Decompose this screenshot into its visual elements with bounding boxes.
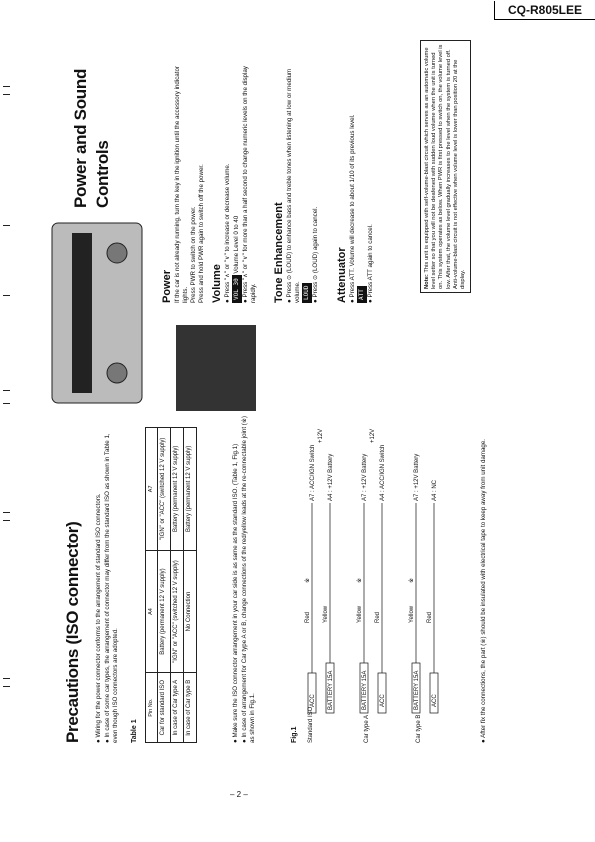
fuse-label: BATTERY 15A — [414, 670, 420, 710]
fuse-box — [430, 673, 438, 713]
voltage-label: +12V — [370, 428, 376, 443]
binding-mark — [3, 94, 10, 95]
power-section — [160, 63, 207, 303]
bullet: ● In case of arrangement for Car type A or B, change connections of the red/yellow leads at the re-connectable joint (※) as shown in Fig.1. — [241, 415, 257, 743]
bullet: ● Make sure the ISO connector arrangement in your car side is as same as the standard ISO. (Table 1, Fig.1) — [232, 443, 239, 743]
table-cell: Battery (permanent 12 V supply) — [170, 428, 183, 551]
wire-color: Yellow — [357, 605, 363, 623]
tone-text: ● Press ⊙ (LOUD) to enhance bass and treble tones when listening at low or medium volume. — [286, 68, 302, 303]
page-number: – 2 – — [230, 790, 248, 799]
after-note: ● After fix the connections, the part (※) should be insulated with electrical tape to keep away from unit damage. — [480, 438, 487, 743]
table-header — [146, 428, 158, 743]
binding-mark — [3, 225, 10, 226]
lcd-caption: Volume Level — [233, 236, 241, 274]
precautions-section — [10, 415, 510, 803]
binding-mark — [3, 678, 10, 679]
power-text: Press and hold PWR again to switch off the power. — [198, 164, 206, 303]
volume-heading: Volume — [211, 264, 223, 303]
tone-heading: Tone Enhancement — [273, 202, 285, 303]
fuse-label: ACC — [310, 694, 316, 707]
wiring-row-standard — [304, 429, 334, 743]
table-cell: In case of Car type B — [183, 673, 196, 743]
note-box — [420, 40, 471, 293]
note-text: This unit is equipped with self-volume-blast circuit which serves as an automatic volume level setter so that you will not be deafened with sudden loud volume when the unit is turned on. This system operates as below. When PWR is first pressed to switch on, the volume level is low. After that, the volume level gradually increases to the level when the system is turned off. Anti-volume-blast circuit is not effective when volume level is lower than position 20 at the display. — [424, 44, 467, 289]
binding-mark — [3, 686, 10, 687]
pin-a7-label: A7 : ACC/IGN Switch — [310, 444, 316, 501]
table-cell: Battery (permanent 12 V supply) — [158, 550, 171, 673]
table-cell: Car for standard ISO — [158, 673, 171, 743]
power-sound-title: Power and Sound Controls — [71, 68, 113, 208]
table-cell: In case of Car type A — [170, 673, 183, 743]
wiring-diagram — [300, 413, 470, 743]
wiring-row-type-b — [408, 454, 438, 743]
table-header-cell: A7 — [146, 428, 158, 551]
power-sound-section — [10, 43, 510, 413]
joint-mark: ※ — [305, 577, 311, 583]
radio-knob — [107, 243, 127, 263]
binding-mark — [3, 390, 10, 391]
figure-title: Fig.1 — [291, 726, 298, 743]
table-header-cell: A4 — [146, 550, 158, 673]
row-label: Car type A — [364, 714, 370, 743]
wire-color: Red — [427, 611, 433, 623]
fuse-box — [378, 673, 386, 713]
pin-a7-label: A7 : +12V Battery — [362, 453, 368, 501]
rotated-content — [10, 33, 520, 823]
fuse-label: ACC — [432, 694, 438, 707]
joint-mark: ※ — [409, 577, 415, 583]
table-row — [170, 428, 183, 743]
precautions-bullets — [95, 423, 121, 743]
row-label: Car type B — [416, 714, 422, 743]
fuse-label: ACC — [380, 694, 386, 707]
power-text: Press PWR to switch on the power. — [190, 206, 198, 303]
attenuator-heading: Attenuator — [336, 247, 348, 303]
volume-range: 0 to 40 — [233, 215, 241, 235]
volume-text: ● Press "∧" or "∨" for more than a half second to change numeric levels on the display rapidly. — [242, 66, 258, 303]
binding-mark — [3, 512, 10, 513]
power-heading: Power — [161, 269, 173, 303]
table-row — [183, 428, 196, 743]
table-cell: Battery (permanent 12 V supply) — [183, 428, 196, 551]
pin-a7-label: A7 : +12V Battery — [414, 453, 420, 501]
radio-body — [52, 223, 142, 403]
bullet: ● In case of some car types, the arrangement of connector may differ from the standard ISO as shown in Table 1, even though ISO connectors are adopted. — [104, 433, 120, 743]
table-row — [158, 428, 171, 743]
fuse-label: BATTERY 15A — [362, 670, 368, 710]
model-number: CQ-R805LEE — [494, 1, 595, 20]
wire-color: Yellow — [323, 605, 329, 623]
tone-lcd: LOUD — [302, 283, 312, 303]
fuse-label: BATTERY 15A — [328, 670, 334, 710]
joint-mark: ※ — [357, 577, 363, 583]
precautions-bullets-2 — [232, 413, 258, 743]
wire-color: Red — [305, 611, 311, 623]
power-text: If the car is not already running, turn the key in the ignition until the accessory indicator lights. — [174, 66, 190, 303]
tone-section — [272, 63, 320, 303]
table-header-cell: Pin No. — [146, 673, 158, 743]
attenuator-text: ● Press ATT again to cancel. — [367, 224, 375, 303]
attenuator-section — [335, 63, 375, 303]
table-title: Table 1 — [131, 719, 138, 743]
volume-text: ● Press "∧" or "∨" to increase or decrease volume. — [224, 163, 232, 303]
radio-display — [72, 233, 92, 393]
tone-text: ● Press ⊙ (LOUD) again to cancel. — [312, 206, 320, 303]
wire-color: Yellow — [409, 605, 415, 623]
pin-a4-label: A4 : ACC/IGN Switch — [380, 444, 386, 501]
knob-photo — [176, 325, 256, 411]
row-label: Standard ISO — [308, 706, 314, 743]
voltage-label: +12V — [318, 428, 324, 443]
wire-color: Red — [375, 611, 381, 623]
volume-section — [210, 63, 258, 303]
binding-mark — [3, 403, 10, 404]
radio-unit-illustration — [32, 213, 172, 413]
note-label: Note: — [424, 274, 430, 289]
wiring-row-type-a — [356, 429, 386, 743]
pin-a4-label: A4 : NC — [432, 479, 438, 501]
table-cell: No Connection — [183, 550, 196, 673]
lcd-level: 30 — [233, 278, 241, 286]
precautions-title: Precautions (ISO connector) — [63, 521, 82, 743]
binding-mark — [3, 295, 10, 296]
table-cell: "IGN" or "ACC" (switched 12 V supply) — [158, 428, 171, 551]
binding-mark — [3, 86, 10, 87]
binding-mark — [3, 520, 10, 521]
radio-knob — [107, 363, 127, 383]
table-cell: "IGN" or "ACC" (switched 12 V supply) — [170, 550, 183, 673]
volume-lcd — [232, 275, 242, 303]
attenuator-lcd: ATT — [357, 286, 367, 303]
attenuator-text: ● Press ATT. Volume will decrease to about 1/10 of its previous level. — [349, 114, 357, 303]
pin-a4-label: A4 : +12V Battery — [328, 453, 334, 501]
bullet: ● Wiring for the power connector conforms to the arrangement of standard ISO connectors. — [95, 493, 102, 743]
iso-table — [145, 427, 197, 743]
lcd-vol: VOL — [233, 289, 241, 300]
